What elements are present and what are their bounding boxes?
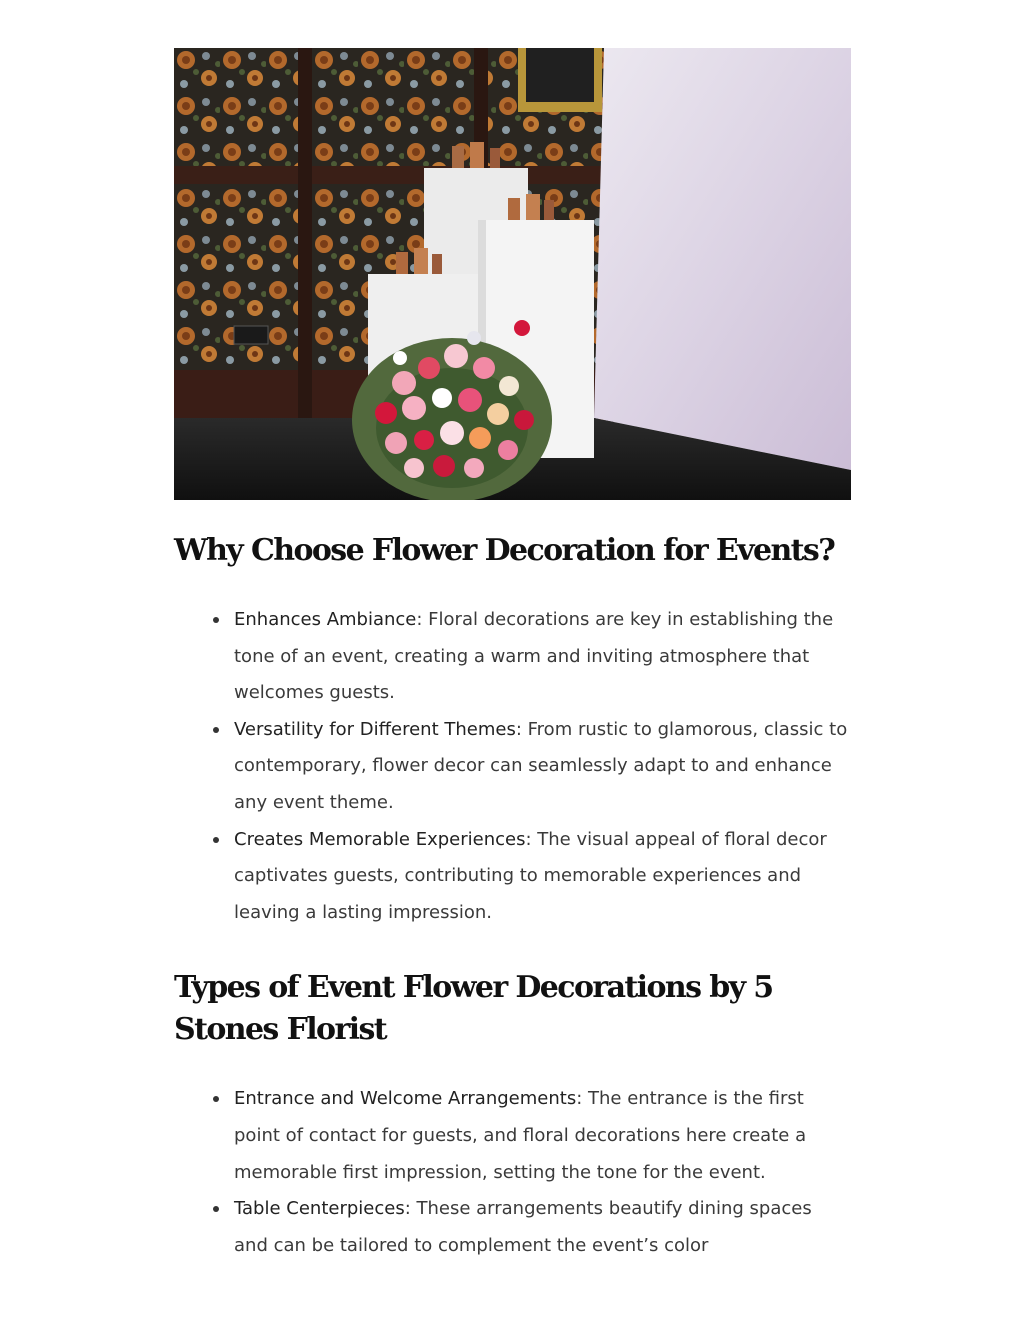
bullet-icon (213, 727, 219, 733)
benefits-list (174, 602, 851, 931)
list-item-term: Enhances Ambiance (234, 609, 417, 630)
bullet-icon (213, 617, 219, 623)
list-item-term: Entrance and Welcome Arrangements (234, 1088, 577, 1110)
bullet-icon (213, 837, 219, 843)
types-list (174, 1081, 851, 1264)
list-item (234, 712, 851, 822)
list-item-description: : These arrangements beautify dining spaces and can be tailored to complement the event’s color (234, 1198, 812, 1256)
list-item-term: Versatility for Different Themes (234, 718, 516, 740)
list-item-term: Creates Memorable Experiences (234, 828, 526, 850)
list-item-description: : The visual appeal of floral decor captivates guests, contributing to memorable experiences and leaving a lasting impression. (234, 828, 827, 923)
section-heading-types: Types of Event Flower Decorations by 5 Stones Florist (174, 970, 773, 1048)
article (174, 48, 851, 1264)
list-item-description: : Floral decorations are key in establishing the tone of an event, creating a warm and inviting atmosphere that welcomes guests. (234, 609, 834, 704)
list-item (234, 822, 851, 932)
list-item-description: : From rustic to glamorous, classic to contemporary, flower decor can seamlessly adapt to and enhance any event theme. (234, 718, 848, 813)
section-heading-why-choose: Why Choose Flower Decoration for Events? (174, 533, 835, 568)
hero-image (174, 48, 851, 500)
bullet-icon (213, 1206, 219, 1212)
list-item-description: : The entrance is the first point of contact for guests, and floral decorations here create a memorable first impression, setting the tone for the event. (234, 1088, 807, 1183)
bullet-icon (213, 1096, 219, 1102)
list-item (234, 602, 851, 712)
list-item (234, 1081, 851, 1191)
list-item (234, 1191, 851, 1264)
list-item-term: Table Centerpieces (234, 1198, 405, 1220)
